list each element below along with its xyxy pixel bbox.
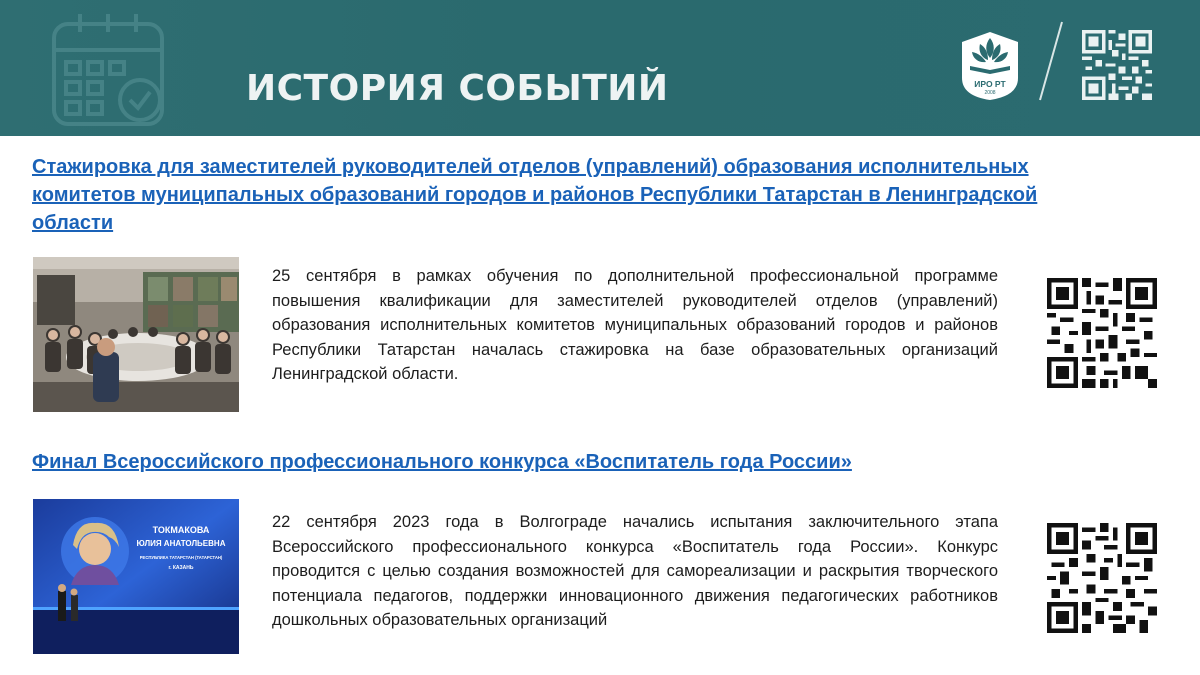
header-qr-code-icon[interactable] [1082,30,1152,100]
event-photo-contest-final [33,499,239,654]
logo-text: ИРО РТ [974,79,1006,89]
screen-caption-city: г. КАЗАНЬ [168,565,194,571]
page-title: ИСТОРИЯ СОБЫТИЙ [246,68,669,109]
screen-caption-region: РЕСПУБЛИКА ТАТАРСТАН (ТАТАРСТАН) [139,555,223,560]
event-photo-internship [33,257,239,412]
screen-caption-name1: ТОКМАКОВА [152,525,210,535]
event-title-link[interactable]: Стажировка для заместителей руководителей отделов (управлений) образования исполнительных комитетов муниципальных образований городов и районов Республики Татарстан в Ленинградской области [32,156,1038,234]
header-banner [0,0,1200,136]
event-title-link[interactable]: Финал Всероссийского профессионального конкурса «Воспитатель года России» [32,451,852,473]
event-description: 25 сентября в рамках обучения по дополнительной профессиональной программе повышения квалификации для заместителей руководителей отделов (управлений) образования исполнительных комитетов муниципальных образований городов и районов Республики Татарстан началась стажировка на базе образовательных организаций Ленинградской области. [272,267,998,383]
calendar-icon [48,10,170,128]
event-description: 22 сентября 2023 года в Волгограде начались испытания заключительного этапа Всероссийского профессионального конкурса «Воспитатель года России». Конкурс проводится с целью создания возможностей для самореализации и раскрытия творческого потенциала педагогов, поддержки инновационного движения педагогических работников дошкольных образовательных организаций [272,513,998,629]
qr-code-icon[interactable] [1047,523,1157,633]
header-divider [1036,20,1066,102]
qr-code-icon[interactable] [1047,278,1157,388]
screen-caption-name2: ЮЛИЯ АНАТОЛЬЕВНА [136,539,226,548]
logo-year: 2008 [984,90,996,96]
